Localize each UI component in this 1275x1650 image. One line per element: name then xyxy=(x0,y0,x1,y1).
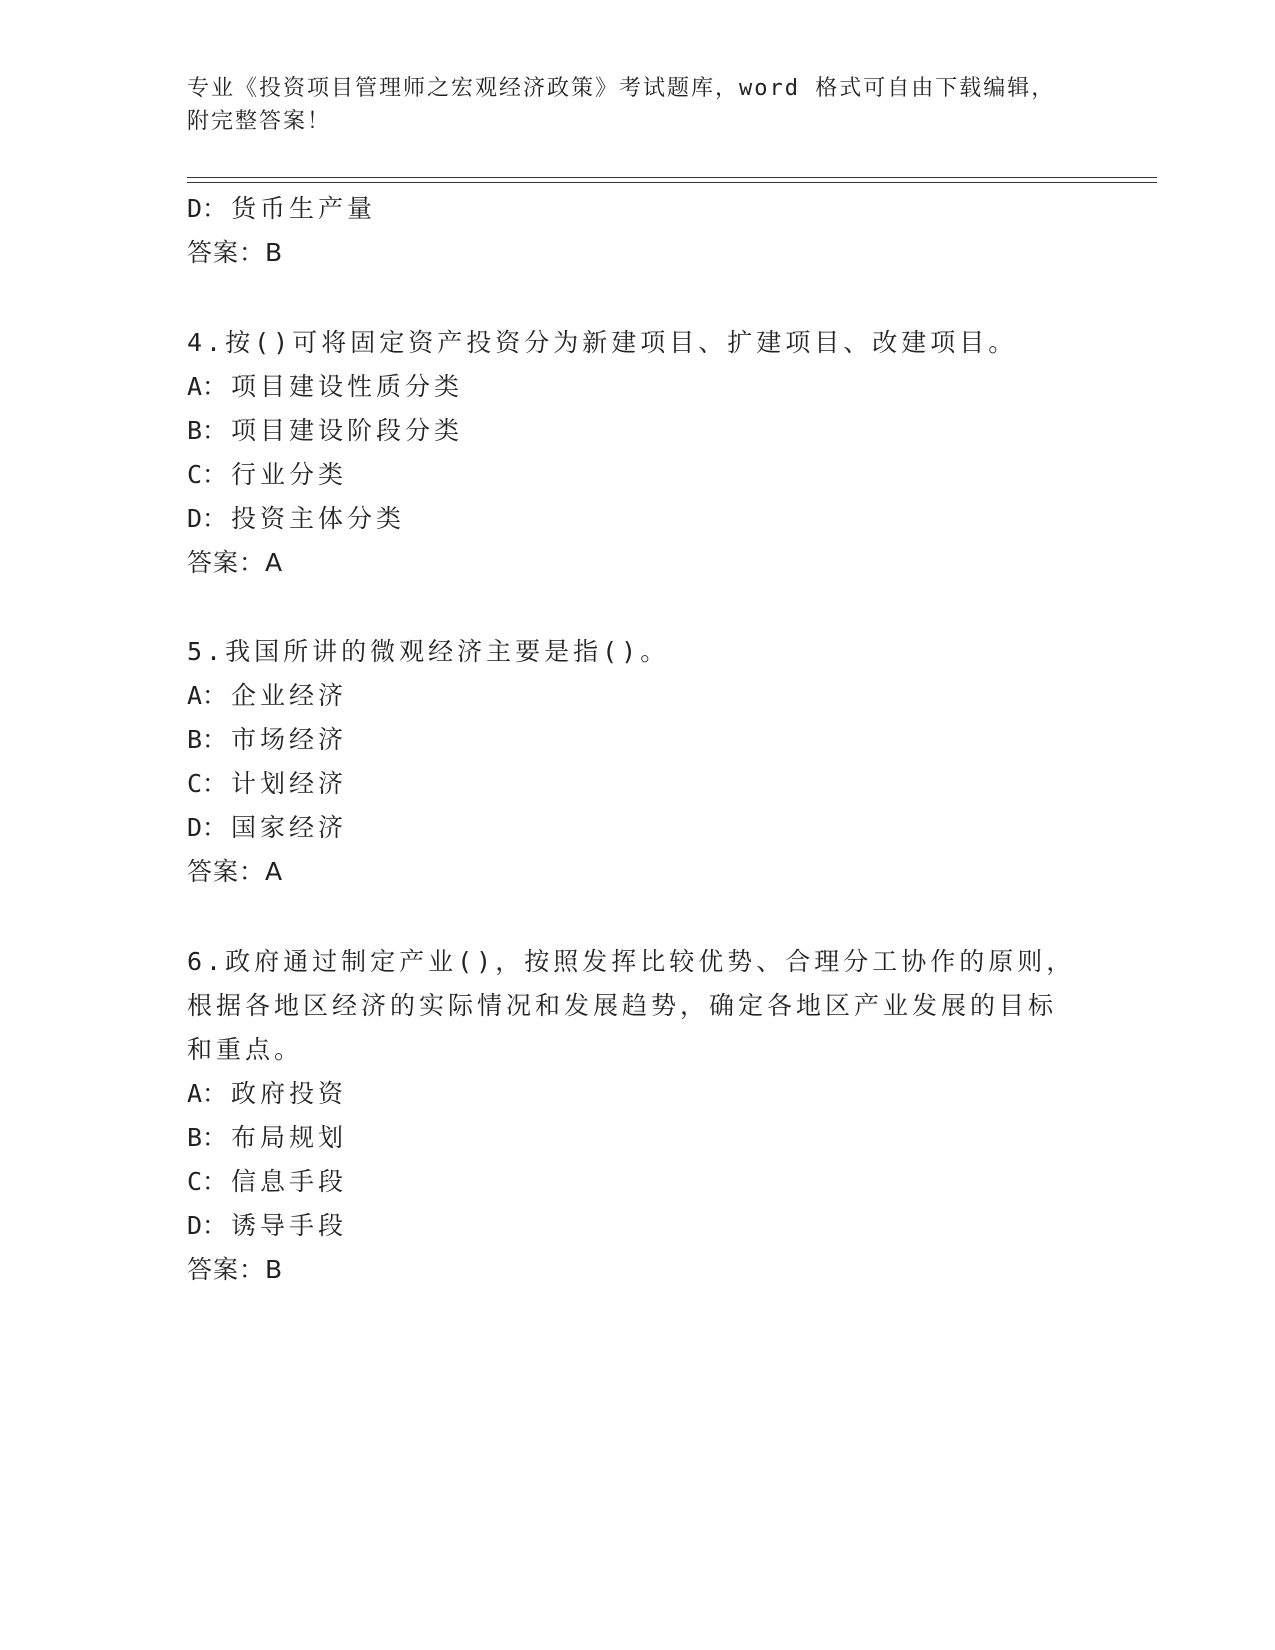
q6-option-c xyxy=(187,1166,347,1198)
q6-option-d xyxy=(187,1210,347,1242)
option-label: B： xyxy=(187,725,228,754)
q5-option-d xyxy=(187,812,347,844)
q5-option-a xyxy=(187,680,347,712)
header-line-1: 专业《投资项目管理师之宏观经济政策》考试题库，word 格式可自由下载编辑， xyxy=(187,76,1056,101)
q4-option-d xyxy=(187,503,405,535)
q4-answer: 答案：A xyxy=(187,548,284,577)
q3-option-d xyxy=(187,193,376,225)
option-text: 布局规划 xyxy=(231,1123,348,1152)
option-text: 国家经济 xyxy=(231,813,348,842)
option-text: 货币生产量 xyxy=(231,194,377,223)
option-text: 企业经济 xyxy=(231,681,348,710)
option-label: D： xyxy=(187,194,228,223)
q4-stem: 4.按()可将固定资产投资分为新建项目、扩建项目、改建项目。 xyxy=(187,328,1018,357)
q6-answer: 答案：B xyxy=(187,1255,284,1284)
q6-option-a xyxy=(187,1078,347,1110)
option-text: 信息手段 xyxy=(231,1167,348,1196)
option-label: C： xyxy=(187,1167,228,1196)
option-label: B： xyxy=(187,416,228,445)
header-divider-top xyxy=(187,177,1157,178)
q6-stem-line-3: 和重点。 xyxy=(187,1035,304,1064)
q4-option-a xyxy=(187,371,463,403)
q3-answer: 答案：B xyxy=(187,238,284,267)
option-label: A： xyxy=(187,1079,228,1108)
q5-option-c xyxy=(187,768,347,800)
q4-option-c xyxy=(187,459,347,491)
option-text: 诱导手段 xyxy=(231,1211,348,1240)
q5-answer: 答案：A xyxy=(187,857,284,886)
q5-stem: 5.我国所讲的微观经济主要是指()。 xyxy=(187,637,670,666)
option-label: D： xyxy=(187,813,228,842)
option-text: 市场经济 xyxy=(231,725,348,754)
q4-option-b xyxy=(187,415,463,447)
header-divider-bottom xyxy=(187,182,1157,183)
q6-stem-line-1: 6.政府通过制定产业()，按照发挥比较优势、合理分工协作的原则， xyxy=(187,947,1076,976)
option-text: 行业分类 xyxy=(231,460,348,489)
option-text: 政府投资 xyxy=(231,1079,348,1108)
option-text: 计划经济 xyxy=(231,769,348,798)
document-header xyxy=(187,72,1087,138)
option-text: 项目建设阶段分类 xyxy=(231,416,464,445)
option-label: A： xyxy=(187,681,228,710)
q5-option-b xyxy=(187,724,347,756)
option-label: C： xyxy=(187,460,228,489)
q6-stem-line-2: 根据各地区经济的实际情况和发展趋势，确定各地区产业发展的目标 xyxy=(187,991,1058,1020)
option-label: D： xyxy=(187,504,228,533)
option-label: B： xyxy=(187,1123,228,1152)
option-label: A： xyxy=(187,372,228,401)
q6-option-b xyxy=(187,1122,347,1154)
option-label: D： xyxy=(187,1211,228,1240)
option-label: C： xyxy=(187,769,228,798)
option-text: 投资主体分类 xyxy=(231,504,406,533)
header-line-2: 附完整答案！ xyxy=(187,109,332,134)
option-text: 项目建设性质分类 xyxy=(231,372,464,401)
